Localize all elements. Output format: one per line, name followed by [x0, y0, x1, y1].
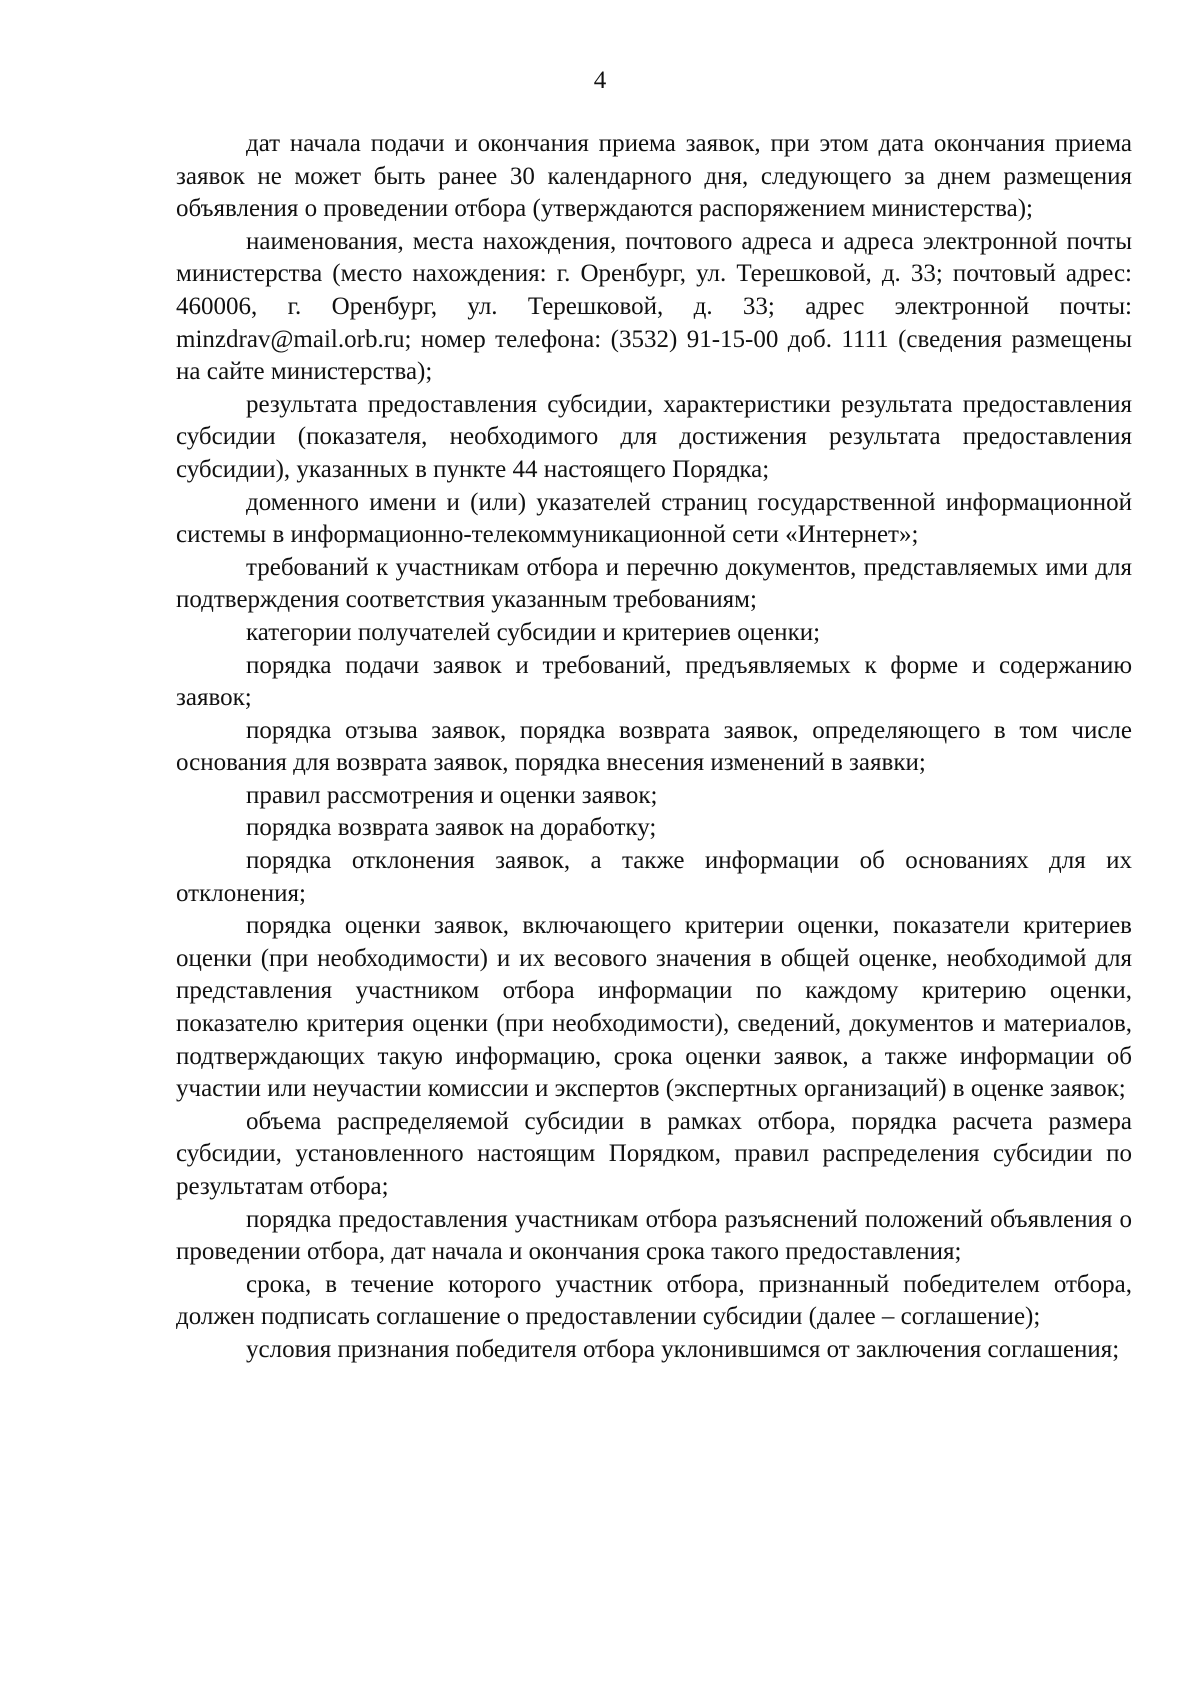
- paragraph: дат начала подачи и окончания приема заявок, при этом дата окончания приема заявок не может быть ранее 30 календарного дня, следующего за днем размещения объявления о проведении отбора (утверждаются распоряжением министерства);: [176, 130, 1132, 223]
- paragraph: условия признания победителя отбора уклонившимся от заключения соглашения;: [246, 1335, 1120, 1363]
- paragraph: порядка предоставления участникам отбора разъяснений положений объявления о проведении отбора, дат начала и окончания срока такого предоставления;: [176, 1205, 1132, 1266]
- paragraph: результата предоставления субсидии, характеристики результата предоставления субсидии (показателя, необходимого для достижения результата предоставления субсидии), указанных в пункте 44 настоящего Порядка;: [176, 390, 1132, 483]
- paragraph: наименования, места нахождения, почтового адреса и адреса электронной почты министерства (место нахождения: г. Оренбург, ул. Терешковой, д. 33; почтовый адрес: 460006, г. Оренбург, ул. Терешковой, д. 33; адрес электронной почты: minzdrav@mail.orb.ru; номер телефона: (3532) 91-15-00 доб. 1111 (сведения размещены на сайте министерства);: [176, 227, 1132, 386]
- paragraph: порядка отзыва заявок, порядка возврата заявок, определяющего в том числе основания для возврата заявок, порядка внесения изменений в заявки;: [176, 716, 1132, 777]
- paragraph: порядка подачи заявок и требований, предъявляемых к форме и содержанию заявок;: [176, 651, 1132, 712]
- paragraph: требований к участникам отбора и перечню документов, представляемых ими для подтверждения соответствия указанным требованиям;: [176, 553, 1132, 614]
- paragraph: объема распределяемой субсидии в рамках отбора, порядка расчета размера субсидии, установленного настоящим Порядком, правил распределения субсидии по результатам отбора;: [176, 1107, 1132, 1200]
- paragraph: порядка оценки заявок, включающего критерии оценки, показатели критериев оценки (при необходимости) и их весового значения в общей оценке, необходимой для представления участником отбора информации по каждому критерию оценки, показателю критерия оценки (при необходимости), сведений, документов и материалов, подтверждающих такую информацию, срока оценки заявок, а также информации об участии или неучастии комиссии и экспертов (экспертных организаций) в оценке заявок;: [176, 912, 1132, 1103]
- paragraph: категории получателей субсидии и критериев оценки;: [246, 618, 821, 646]
- page-number: 4: [593, 67, 607, 94]
- paragraph: порядка возврата заявок на доработку;: [246, 814, 657, 842]
- paragraph: правил рассмотрения и оценки заявок;: [246, 781, 658, 809]
- paragraph: порядка отклонения заявок, а также информации об основаниях для их отклонения;: [176, 847, 1132, 907]
- paragraph: доменного имени и (или) указателей страниц государственной информационной системы в информационно-телекоммуникационной сети «Интернет»;: [176, 488, 1132, 549]
- paragraph: срока, в течение которого участник отбора, признанный победителем отбора, должен подписать соглашение о предоставлении субсидии (далее – соглашение);: [176, 1270, 1132, 1331]
- document-body: [176, 128, 1132, 1367]
